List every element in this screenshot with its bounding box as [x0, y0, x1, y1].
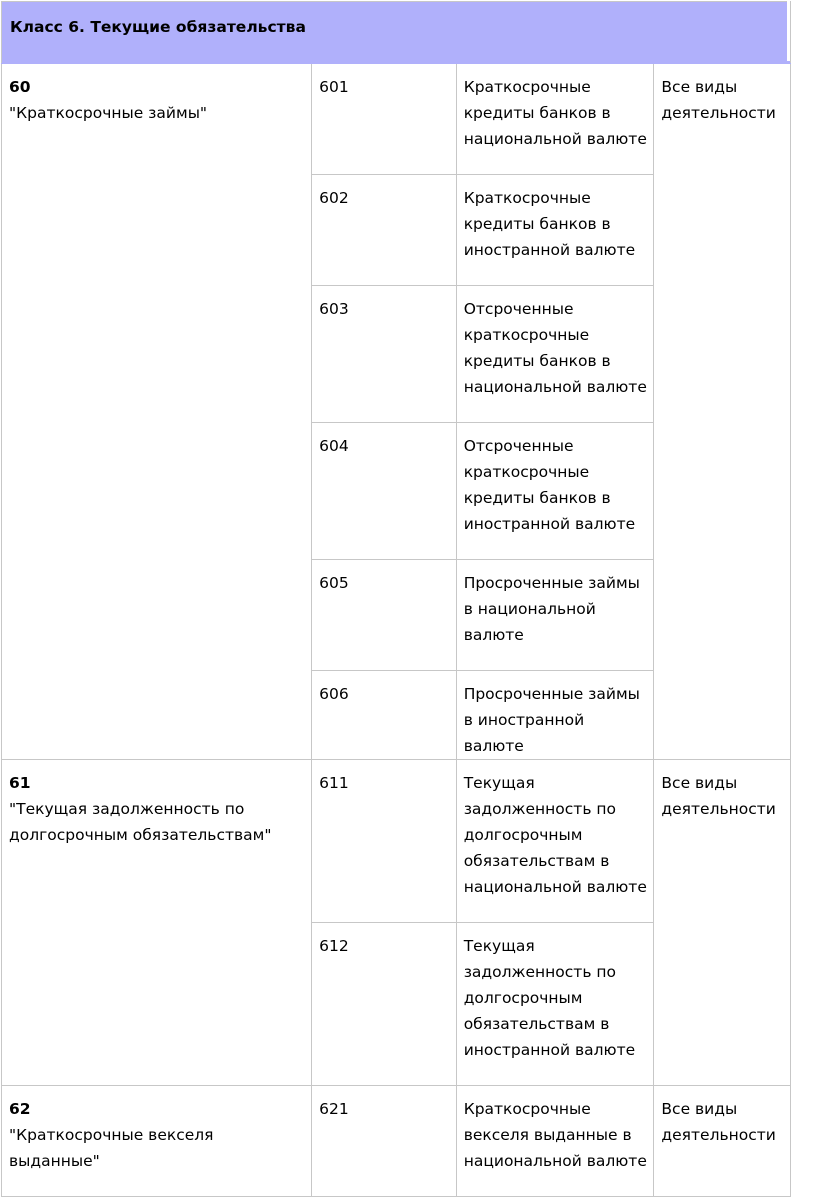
account-desc-cell: [456, 423, 654, 560]
account-code-cell: [312, 64, 457, 175]
account-code-cell: [312, 1086, 457, 1197]
account-description: Текущая задолженность по долгосрочным обязательствам в иностранной валюте: [463, 937, 636, 1059]
account-code: 621: [319, 1100, 349, 1118]
account-code-cell: [312, 560, 457, 671]
table-title-cell: [2, 2, 791, 64]
account-code-cell: [312, 923, 457, 1086]
account-desc-cell: [456, 560, 654, 671]
section-title: Класс 6. Текущие обязательства: [10, 18, 306, 36]
account-description: Краткосрочные кредиты банков в иностранной валюте: [463, 189, 636, 259]
account-description: Отсроченные краткосрочные кредиты банков в иностранной валюте: [463, 437, 636, 533]
group-code: 62: [9, 1100, 31, 1118]
account-code: 603: [319, 300, 349, 318]
account-code: 602: [319, 189, 349, 207]
account-description: Отсроченные краткосрочные кредиты банков в национальной валюте: [463, 300, 647, 396]
activity-cell: [654, 760, 791, 1086]
table-row: [2, 64, 791, 175]
group-cell: [2, 1086, 312, 1197]
account-code: 601: [319, 78, 349, 96]
activity-cell: [654, 1086, 791, 1197]
activity-cell: [654, 64, 791, 760]
group-name: "Краткосрочные векселя выданные": [9, 1126, 214, 1170]
account-code: 612: [319, 937, 349, 955]
account-desc-cell: [456, 760, 654, 923]
group-cell: [2, 64, 312, 760]
account-code: 611: [319, 774, 349, 792]
account-desc-cell: [456, 1086, 654, 1197]
group-cell: [2, 760, 312, 1086]
account-code-cell: [312, 760, 457, 923]
account-code-cell: [312, 671, 457, 760]
group-name: "Краткосрочные займы": [9, 104, 208, 122]
account-desc-cell: [456, 671, 654, 760]
activity-scope: Все виды деятельности: [661, 78, 776, 122]
account-description: Текущая задолженность по долгосрочным обязательствам в национальной валюте: [463, 774, 647, 896]
table-header-row: [2, 2, 791, 64]
account-description: Краткосрочные векселя выданные в национальной валюте: [463, 1100, 647, 1170]
account-code-cell: [312, 175, 457, 286]
activity-scope: Все виды деятельности: [661, 774, 776, 818]
account-desc-cell: [456, 64, 654, 175]
table-row: [2, 760, 791, 923]
account-description: Просроченные займы в иностранной валюте: [463, 685, 640, 755]
activity-scope: Все виды деятельности: [661, 1100, 776, 1144]
account-description: Просроченные займы в национальной валюте: [463, 574, 640, 644]
account-code: 606: [319, 685, 349, 703]
account-code: 604: [319, 437, 349, 455]
account-desc-cell: [456, 286, 654, 423]
account-code: 605: [319, 574, 349, 592]
group-name: "Текущая задолженность по долгосрочным обязательствам": [9, 800, 272, 844]
group-code: 60: [9, 78, 31, 96]
header-edge-divider: [787, 1, 790, 61]
table-row: [2, 1086, 791, 1197]
account-code-cell: [312, 423, 457, 560]
account-description: Краткосрочные кредиты банков в национальной валюте: [463, 78, 647, 148]
account-desc-cell: [456, 923, 654, 1086]
accounts-table: [1, 1, 791, 1197]
group-code: 61: [9, 774, 31, 792]
account-desc-cell: [456, 175, 654, 286]
account-code-cell: [312, 286, 457, 423]
